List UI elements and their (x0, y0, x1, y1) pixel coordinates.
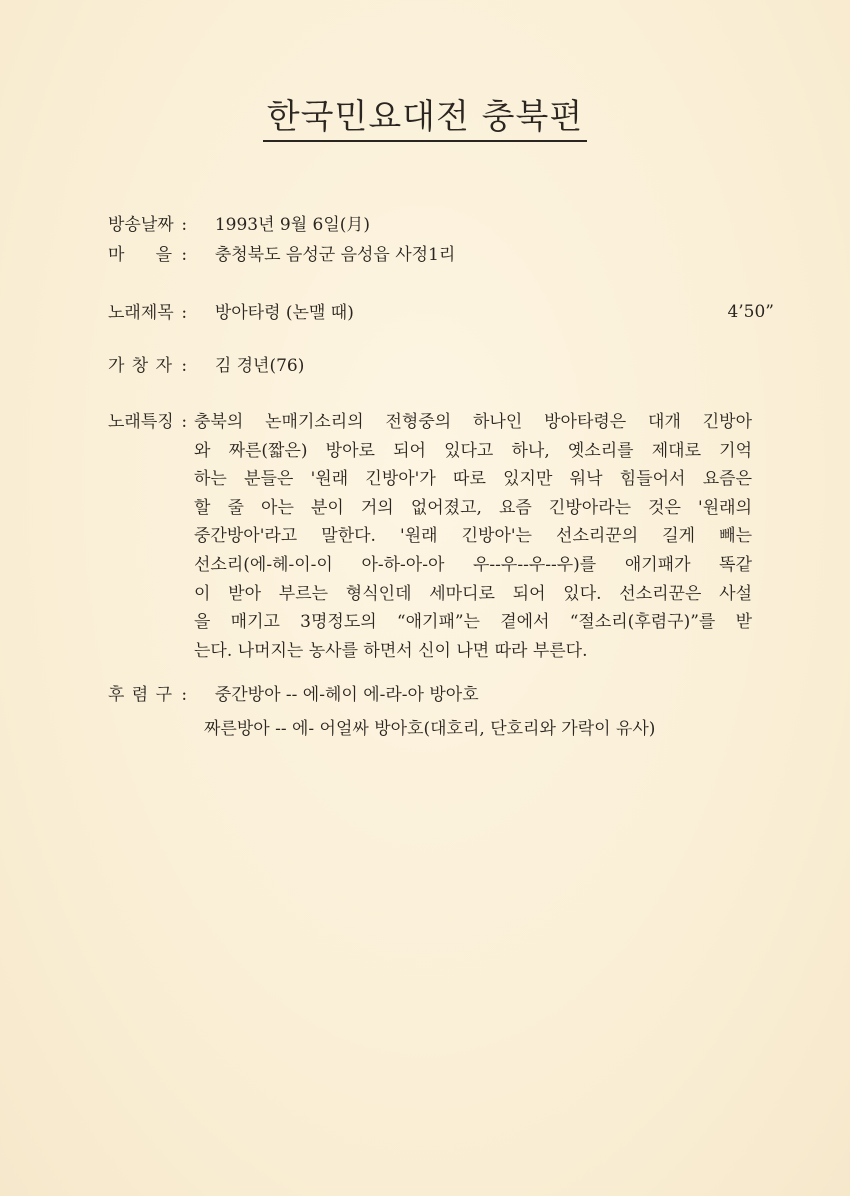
refrain-line: 중간방아 -- 에-헤이 에-라-아 방아호 (214, 685, 479, 705)
village-value: 충청북도 음성군 음성읍 사정1리 (214, 245, 456, 265)
document-title-text: 한국민요대전 충북편 (263, 96, 587, 142)
song-duration: 4’50” (727, 302, 774, 322)
singer-label-char-3: 자 (155, 356, 172, 376)
features-line: 을 매기고 3명정도의 “애기패”는 곁에서 “절소리(후렴구)”를 받 (194, 612, 752, 633)
singer-value: 김 경년(76) (214, 356, 305, 376)
village-label (108, 244, 176, 266)
colon: : (181, 245, 188, 265)
features-line: 하는 분들은 '원래 긴방아'가 따로 있지만 워낙 힘들어서 요즘은 (194, 469, 752, 490)
song-title-label: 노래제목 (108, 303, 174, 323)
broadcast-date-value: 1993년 9월 6일(月) (214, 215, 371, 235)
song-title-row (108, 302, 354, 324)
refrain-label-char-2: 렴 (131, 685, 149, 705)
village-label-char-2: 을 (155, 245, 172, 265)
village-row (108, 244, 455, 266)
village-label-char-1: 마 (108, 245, 125, 265)
colon: : (181, 412, 188, 432)
features-line: 는다. 나머지는 농사를 하면서 신이 나면 따라 부른다. (194, 640, 588, 661)
singer-row (108, 355, 304, 377)
colon: : (181, 685, 188, 705)
refrain-label (108, 684, 176, 706)
features-line: 와 짜른(짧은) 방아로 되어 있다고 하나, 옛소리를 제대로 기억 (194, 440, 752, 461)
features-line: 할 줄 아는 분이 거의 없어졌고, 요즘 긴방아라는 것은 '원래의 (194, 497, 752, 518)
colon: : (181, 356, 188, 376)
refrain-line: 짜른방아 -- 에- 어얼싸 방아호(대호리, 단호리와 가락이 유사) (204, 719, 656, 739)
features-line: 중간방아'라고 말한다. '원래 긴방아'는 선소리꾼의 길게 빼는 (194, 526, 752, 547)
refrain-label-char-3: 구 (155, 685, 172, 705)
refrain-row (108, 684, 479, 706)
colon: : (181, 215, 188, 235)
broadcast-date-row (108, 214, 370, 236)
document-title (0, 96, 850, 142)
broadcast-date-label: 방송날짜 (108, 215, 174, 235)
features-line: 선소리(에-헤-이-이 아-하-아-아 우--우--우--우)를 애기패가 똑같 (194, 554, 752, 575)
features-line: 이 받아 부르는 형식인데 세마디로 되어 있다. 선소리꾼은 사설 (194, 583, 752, 604)
features-paragraph (194, 408, 752, 665)
colon: : (181, 303, 188, 323)
features-line: 충북의 논매기소리의 전형중의 하나인 방아타령은 대개 긴방아 (194, 412, 752, 432)
song-title-value: 방아타령 (논맬 때) (214, 303, 354, 323)
singer-label-char-1: 가 (108, 356, 125, 376)
singer-label (108, 355, 176, 377)
features-label: 노래특징 (108, 412, 174, 432)
refrain-label-char-1: 후 (108, 685, 125, 705)
singer-label-char-2: 창 (131, 356, 149, 376)
